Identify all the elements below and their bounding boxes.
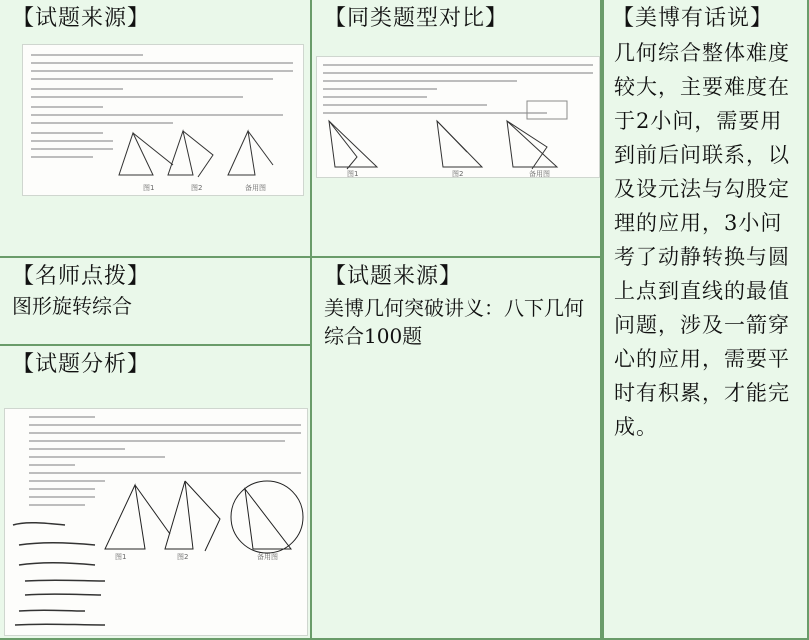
analysis-figure-svg — [5, 409, 307, 635]
compare-figure-svg — [317, 57, 599, 177]
svg-text:备用图: 备用图 — [529, 170, 550, 177]
compare-title: 【同类题型对比】 — [324, 6, 509, 31]
analysis-scan-image — [4, 408, 308, 636]
source-mid-title: 【试题来源】 — [324, 264, 463, 289]
svg-text:图2: 图2 — [191, 184, 203, 192]
problem-scan-image — [22, 44, 304, 196]
cell-analysis — [0, 346, 312, 640]
source-mid-text: 美博几何突破讲义：八下几何综合100题 — [324, 296, 584, 348]
cell-teacher-tips — [0, 258, 312, 346]
meibo-says-text: 几何综合整体难度较大，主要难度在于2小问，需要用到前后问联系，以及设元法与勾股定理的应用，3小问考了动静转换与圆上点到直线的最值问题，涉及一箭穿心的应用，需要平时有积累，才能完成。 — [614, 41, 790, 439]
svg-text:图2: 图2 — [452, 170, 464, 177]
svg-text:备用图: 备用图 — [245, 184, 266, 192]
analysis-title: 【试题分析】 — [12, 352, 151, 377]
problem-figure-svg — [23, 45, 303, 195]
teacher-tips-text: 图形旋转综合 — [12, 294, 132, 318]
svg-text:图1: 图1 — [115, 553, 127, 561]
cell-compare — [312, 0, 602, 258]
meibo-says-title: 【美博有话说】 — [612, 6, 774, 31]
svg-text:图1: 图1 — [143, 184, 155, 192]
teacher-tips-title: 【名师点拨】 — [12, 264, 151, 289]
source-top-title: 【试题来源】 — [12, 6, 151, 31]
svg-text:图2: 图2 — [177, 553, 189, 561]
svg-text:备用图: 备用图 — [257, 553, 278, 561]
cell-source-top — [0, 0, 312, 258]
svg-text:图1: 图1 — [347, 170, 359, 177]
compare-scan-image — [316, 56, 600, 178]
cell-source-mid — [312, 258, 602, 640]
cell-meibo-says — [602, 0, 809, 640]
